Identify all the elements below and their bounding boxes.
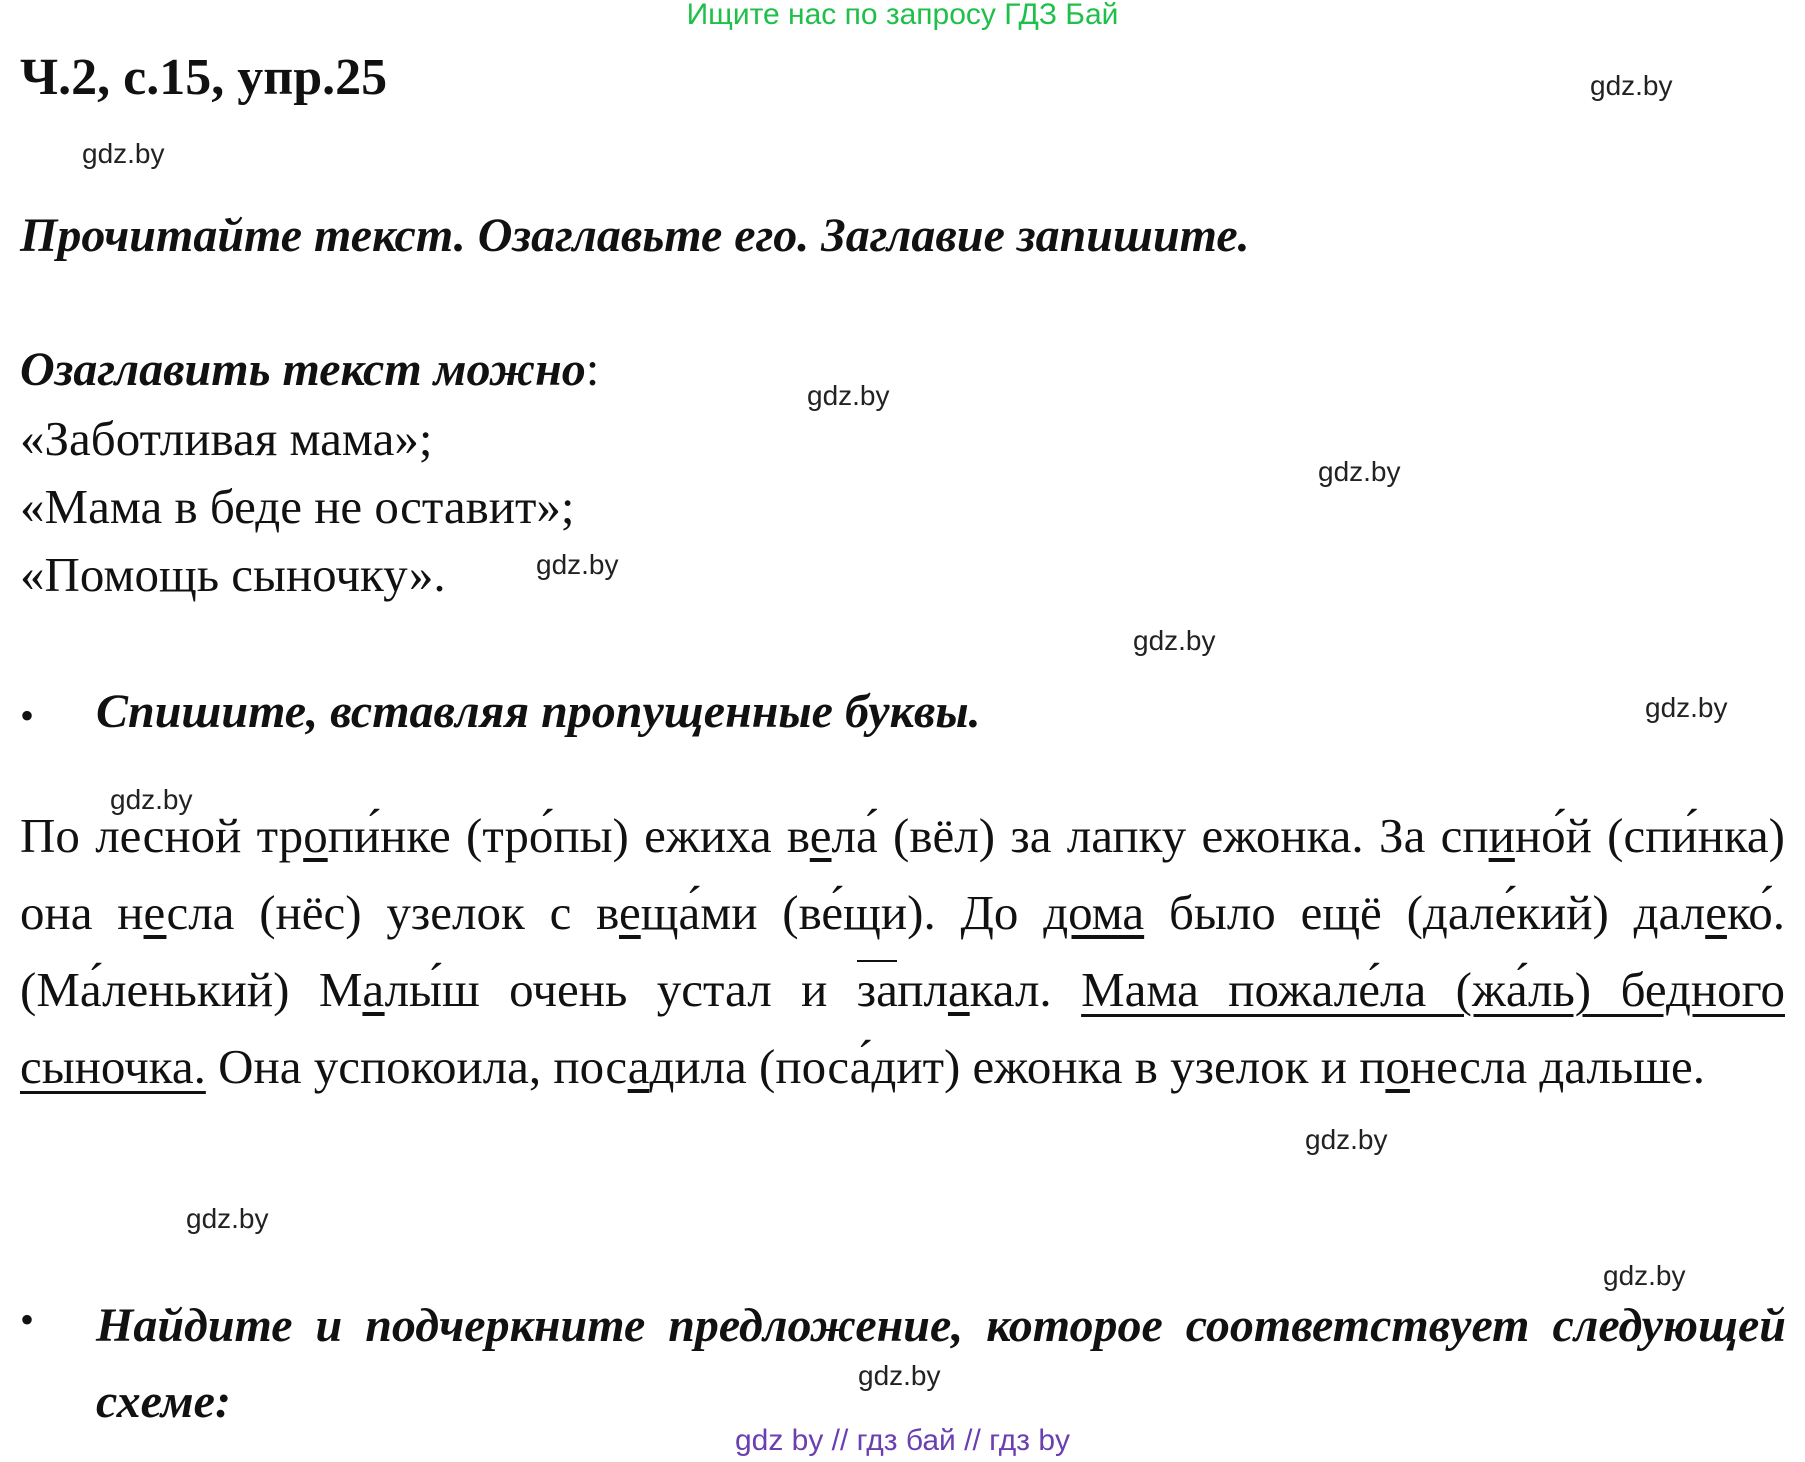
watermark: gdz.by: [186, 1203, 269, 1234]
watermark: gdz.by: [1133, 625, 1216, 656]
bullet: •: [20, 1297, 35, 1342]
watermark: gdz.by: [82, 138, 165, 169]
titles-intro-colon: :: [585, 341, 600, 396]
watermark: gdz.by: [807, 380, 890, 411]
title-option-2: «Мама в беде не оставит»;: [20, 479, 575, 534]
footer-credits: gdz by // гдз бай // гдз by: [734, 1424, 1071, 1457]
watermark: gdz.by: [1590, 70, 1673, 101]
title-option-1: «Заботливая мама»;: [20, 411, 433, 466]
watermark: gdz.by: [1603, 1260, 1686, 1291]
task-read-title: Прочитайте текст. Озаглавьте его. Заглавие запишите.: [20, 209, 1250, 262]
page-heading: Ч.2, с.15, упр.25: [20, 49, 388, 106]
story-paragraph: По лесной тропи́нке (тро́пы) ежиха вела́ (вёл) за лапку ежонка. За спино́й (спи́нка) она несла (нёс) узелок с веща́ми (ве́щи). До дома было ещё (дале́кий) далеко́. (Ма́ленький) Малы́ш очень устал и заплакал. Мама пожале́ла (жа́ль) бедного сыночка. Она успокоила, посадила (поса́дит) ежонка в узелок и понесла дальше.: [20, 808, 1786, 1094]
watermark: gdz.by: [1318, 456, 1401, 487]
task-copy-letters: Спишите, вставляя пропущенные буквы.: [96, 685, 981, 738]
watermark: gdz.by: [536, 549, 619, 580]
watermark: gdz.by: [1645, 692, 1728, 723]
watermark: gdz.by: [858, 1360, 941, 1391]
watermark: gdz.by: [1305, 1124, 1388, 1155]
bullet: •: [20, 693, 35, 738]
search-banner: Ищите нас по запросу ГДЗ Бай: [686, 0, 1119, 31]
task-find-sentence: Найдите и подчеркните предложение, которое соответствует следующей схеме:: [96, 1299, 1786, 1428]
title-option-3: «Помощь сыночку».: [20, 547, 446, 602]
underlined-sentence: Мама пожале́ла (жа́ль) бедного сыночка.: [20, 962, 1785, 1094]
titles-intro: [20, 340, 599, 397]
titles-intro-label: Озаглавить текст можно: [20, 343, 586, 396]
watermark: gdz.by: [110, 784, 193, 815]
